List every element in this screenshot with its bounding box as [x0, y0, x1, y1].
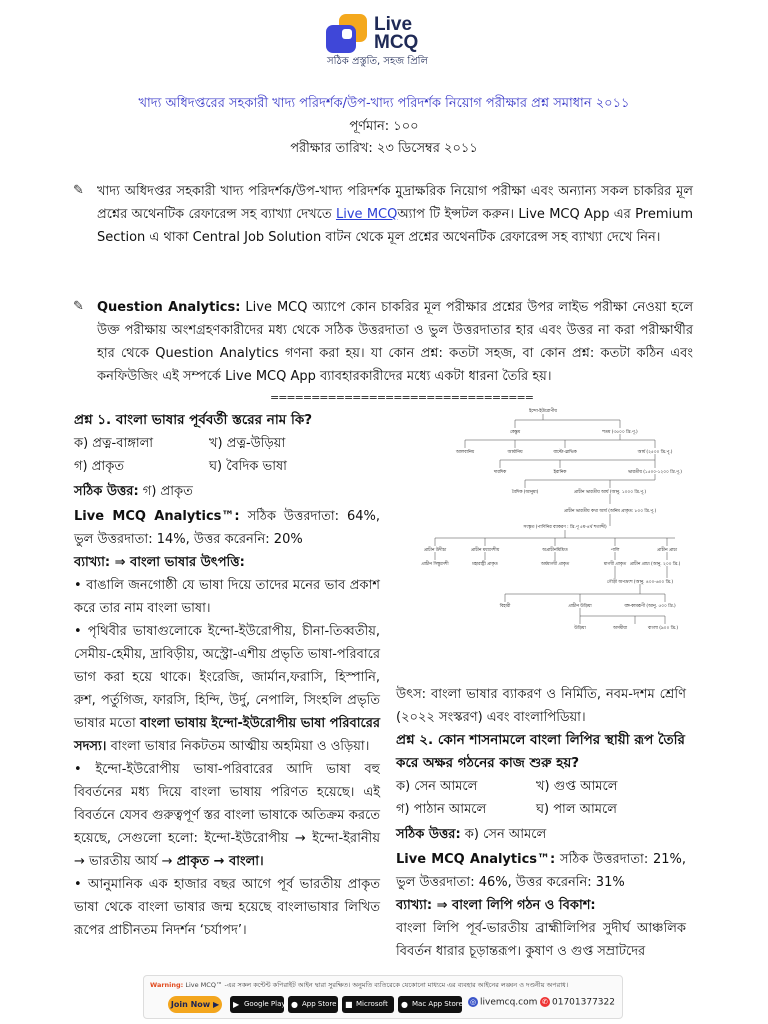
apple-icon: ● — [401, 1000, 408, 1009]
correct-answer: সঠিক উত্তর: ক) সেন আমলে — [396, 827, 547, 842]
live-mcq-link[interactable]: Live MCQ — [335, 207, 398, 222]
svg-text:প্রাচীন উড়িয়া: প্রাচীন উড়িয়া — [568, 604, 592, 609]
explanation-text: বাংলা লিপি পূর্ব-ভারতীয় ব্রাহ্মীলিপির সুদীর্ঘ আঞ্চলিক বিবর্তন ধারার চূড়ান্তরূপ। কুষাণ ও গুপ্ত সম্রাটদের — [396, 921, 686, 959]
explanation-bullet-2: • পৃথিবীর ভাষাগুলোকে ইন্দো-ইউরোপীয়, চীনা-তিব্বতীয়, সেমীয়-হেমীয়, দ্রাবিড়ীয়, অস্ট্রো-এশীয় প্রভৃতি ভাষা-পরিবারে ভাগ করা হয়ে থাকে। ইংরেজি, জার্মান,ফরাসি, হিস্পানি, রুশ, পর্তুগিজ, ফারসি, হিন্দি, উর্দু, নেপালি, সিংহলি প্রভৃতি ভাষার মতো বাংলা ভাষায় ইন্দো-ইউরোপীয় ভাষা পরিবারের সদস্য। বাংলা ভাষার নিকটতম আত্মীয় অহমিয়া ও ওড়িয়া। — [74, 624, 380, 754]
option-ga: গ) প্রাকৃত — [74, 459, 125, 474]
option-gha: ঘ) বৈদিক ভাষা — [209, 459, 287, 474]
windows-icon: ■ — [345, 1000, 353, 1009]
explanation-bullet-1: • বাঙালি জনগোষ্ঠী যে ভাষা দিয়ে তাদের মনের ভাব প্রকাশ করে তার নাম বাংলা ভাষা। — [74, 578, 380, 616]
website-link[interactable]: ◎ livemcq.com — [469, 997, 538, 1008]
svg-text:পালি: পালি — [610, 548, 620, 553]
svg-text:বাল্টো-স্লাভিক: বাল্টো-স্লাভিক — [553, 450, 577, 455]
question-1 — [74, 409, 380, 942]
option-ka: ক) সেন আমলে — [396, 779, 478, 794]
option-kha: খ) প্রত্ন-উড়িয়া — [209, 436, 286, 451]
svg-text:প্রাচীন প্রাচ্য (আনু. ২০০ খ্রি: প্রাচীন প্রাচ্য (আনু. ২০০ খ্রি.) — [629, 562, 681, 567]
phone-number[interactable]: ✆ 01701377322 — [540, 997, 615, 1008]
correct-answer: সঠিক উত্তর: গ) প্রাকৃত — [74, 484, 193, 499]
option-ga: গ) পাঠান আমলে — [396, 802, 487, 817]
svg-text:গৌড়ী অপভ্রংশ (আনু. ৪০০-৬০০ খ্: গৌড়ী অপভ্রংশ (আনু. ৪০০-৬০০ খ্রি.) — [606, 580, 674, 585]
question-1-title: প্রশ্ন ১. বাংলা ভাষার পূর্ববর্তী স্তরের নাম কি? — [74, 412, 313, 428]
explanation-title: ব্যাখ্যা: ⇒ বাংলা লিপি গঠন ও বিকাশ: — [396, 898, 596, 913]
svg-text:বিহারী: বিহারী — [499, 604, 511, 609]
explanation-title: ব্যাখ্যা: ⇒ বাংলা ভাষার উৎপত্তি: — [74, 555, 245, 570]
svg-text:প্রাচীন উদীচ্য: প্রাচীন উদীচ্য — [423, 548, 447, 553]
footer-banner — [143, 975, 623, 1019]
svg-text:আলবানিয়: আলবানিয় — [455, 450, 475, 455]
exam-date: পরীক্ষার তারিখ: ২৩ ডিসেম্বর ২০১১ — [290, 141, 478, 156]
svg-text:বাংলা (৯০০ খ্রি.): বাংলা (৯০০ খ্রি.) — [647, 626, 679, 631]
option-ka: ক) প্রত্ন-বাঙ্গালা — [74, 436, 154, 451]
logo-tagline: সঠিক প্রস্তুতি, সহজ প্রিলি — [327, 56, 428, 67]
analytics-stats: Live MCQ Analytics™: সঠিক উত্তরদাতা: 64%, ভুল উত্তরদাতা: 14%, উত্তর করেননি: 20% — [74, 509, 380, 547]
svg-text:শতম (৩৫০০ খ্রি.পূ.): শতম (৩৫০০ খ্রি.পূ.) — [602, 430, 638, 435]
svg-text:বঙ্গ-কামরূপী (আনু. ৫০০ খ্রি.): বঙ্গ-কামরূপী (আনু. ৫০০ খ্রি.) — [624, 604, 676, 609]
svg-text:বৈদিক (আনুমা): বৈদিক (আনুমা) — [511, 490, 539, 495]
svg-text:মাগধী প্রাকৃত: মাগধী প্রাকৃত — [603, 562, 627, 567]
svg-text:অর্ধমাগধী প্রাকৃত: অর্ধমাগধী প্রাকৃত — [540, 562, 570, 567]
svg-text:দারদিক: দারদিক — [493, 470, 507, 475]
explanation-bullet-4: • আনুমানিক এক হাজার বছর আগে পূর্ব ভারতীয় প্রাকৃত ভাষা থেকে বাংলা ভাষার জন্ম হয়েছে বাংলাভাষার লিখিত রূপের প্রাচীনতম নিদর্শন ‘চর্যাপদ’। — [74, 877, 380, 938]
logo-wordmark: Live MCQ — [374, 14, 419, 53]
svg-text:প্রাচীন প্রাচ্য: প্রাচীন প্রাচ্য — [657, 548, 677, 553]
app-store-badge[interactable]: ● App Store — [288, 996, 338, 1013]
full-marks: পূর্ণমান: ১০০ — [349, 119, 419, 134]
pen-bullet-icon: ✎ — [73, 299, 84, 314]
tree-root: ইন্দো-ইউরোপীয় — [529, 409, 557, 414]
svg-text:উড়িয়া: উড়িয়া — [574, 626, 586, 631]
svg-text:ভারতীয় (১৫০০-১২০০ খ্রি.পূ.): ভারতীয় (১৫০০-১২০০ খ্রি.পূ.) — [628, 470, 682, 475]
svg-text:মহারাষ্ট্রী প্রাকৃত: মহারাষ্ট্রী প্রাকৃত — [472, 562, 498, 567]
svg-text:আর্য (২৫০০ খ্রি.পূ.): আর্য (২৫০০ খ্রি.পূ.) — [637, 450, 673, 455]
join-now-button[interactable]: Join Now ▶ — [168, 996, 222, 1013]
language-family-tree-diagram — [405, 402, 680, 680]
phone-icon: ✆ — [540, 997, 550, 1007]
analytics-stats: Live MCQ Analytics™: সঠিক উত্তরদাতা: 21%, ভুল উত্তরদাতা: 46%, উত্তর করেননি: 31% — [396, 852, 686, 890]
document-title: খাদ্য অধিদপ্তরের সহকারী খাদ্য পরিদর্শক/উপ-খাদ্য পরিদর্শক নিয়োগ পরীক্ষার প্রশ্ন সমাধান ২০১১ — [138, 96, 630, 111]
pen-bullet-icon: ✎ — [73, 183, 84, 198]
svg-text:প্রাচীন মধ্যদেশীয়: প্রাচীন মধ্যদেশীয় — [470, 548, 500, 553]
svg-text:অসমীয়া: অসমীয়া — [613, 626, 627, 631]
google-play-badge[interactable]: ▶ Google Play — [230, 996, 284, 1013]
svg-text:অপ্রাচীনমিশ্রিত: অপ্রাচীনমিশ্রিত — [542, 548, 568, 553]
svg-text:আর্মানিয়: আর্মানিয় — [507, 450, 523, 455]
apple-icon: ● — [291, 1000, 298, 1009]
svg-text:সংস্কৃত (পাণিনির ব্যাকরণ : খ্র: সংস্কৃত (পাণিনির ব্যাকরণ : খ্রি.পূ ৫ম-৪র্থ শতাব্দী) — [523, 525, 607, 530]
play-icon: ▶ — [233, 1000, 240, 1009]
svg-text:ইরানিক: ইরানিক — [553, 470, 567, 475]
question-2-title: প্রশ্ন ২. কোন শাসনামলে বাংলা লিপির স্থায়ী রূপ তৈরি করে অক্ষর গঠনের কাজ শুরু হয়? — [396, 732, 685, 771]
svg-text:প্রাচীন সিন্ধুদেশী: প্রাচীন সিন্ধুদেশী — [421, 562, 449, 567]
source-citation: উৎস: বাংলা ভাষার ব্যাকরণ ও নির্মিতি, নবম-দশম শ্রেণি (২০২২ সংস্করণ) এবং বাংলাপিডিয়া। — [396, 687, 686, 725]
question-1-options — [74, 432, 380, 478]
svg-text:কেন্তুম: কেন্তুম — [509, 430, 521, 435]
explanation-bullet-3: • ইন্দো-ইউরোপীয় ভাষা-পরিবারের আদি ভাষা বহু বিবর্তনের মধ্য দিয়ে বাংলা ভাষায় পরিণত হয়েছে। এই বিবর্তনে যেসব গুরুত্বপূর্ণ স্তর বাংলা ভাষাকে অতিক্রম করতে হয়েছে, সেগুলো হলো: ইন্দো-ইউরোপীয় → ইন্দো-ইরানীয় → ভারতীয় আর্য → প্রাকৃত → বাংলা। — [74, 762, 380, 869]
logo-mark-icon — [326, 14, 370, 54]
svg-text:প্রাচীন ভারতীয় আর্য (আনু. ১০০: প্রাচীন ভারতীয় আর্য (আনু. ১০০০ খ্রি.পূ.) — [573, 490, 647, 495]
intro-paragraph: খাদ্য অধিদপ্তর সহকারী খাদ্য পরিদর্শক/উপ-খাদ্য পরিদর্শক মুদ্রাক্ষরিক নিয়োগ পরীক্ষা এবং অন্যান্য সকল চাকরির মূল প্রশ্নের অথেনটিক রেফারেন্স সহ ব্যাখ্যা দেখতে Live MCQঅ্যাপ টি ইন্সটল করুন। Live MCQ App এর Premium Section এ থাকা Central Job Solution বাটন থেকে মূল প্রশ্নের অথেনটিক রেফারেন্স সহ ব্যাখ্যা দেখে নিন। — [97, 184, 693, 245]
option-kha: খ) গুপ্ত আমলে — [536, 779, 618, 794]
live-mcq-logo — [326, 14, 451, 66]
option-gha: ঘ) পাল আমলে — [536, 802, 617, 817]
mac-app-store-badge[interactable]: ● Mac App Store — [398, 996, 462, 1013]
copyright-warning: Warning: Live MCQ™ -এর সকল কন্টেন্ট কপিরাইট আইন দ্বারা সুরক্ষিত। অনুমতি ব্যতিরেকে যেকোনো মাধ্যমে এর ব্যবহার আইনের লঙ্ঘন ও দণ্ডনীয় অপরাধ। — [150, 981, 569, 989]
microsoft-store-badge[interactable]: ■ Microsoft — [342, 996, 394, 1013]
question-2 — [396, 683, 686, 963]
svg-text:প্রাচীন ভারতীয় কথ্য আর্য (অনি: প্রাচীন ভারতীয় কথ্য আর্য (অনিম প্রাকৃত: ৮০০ খ্রি.পূ.) — [563, 509, 657, 514]
analytics-paragraph: Question Analytics: Live MCQ অ্যাপে কোন চাকরির মূল পরীক্ষার প্রশ্নের উপর লাইভ পরীক্ষা নেওয়া হলে উক্ত পরীক্ষায় অংশগ্রহণকারীদের মধ্য থেকে সঠিক উত্তরদাতা ও ভুল উত্তরদাতার হার এবং উত্তর না করা পরীক্ষার্থীর হার থেকে Question Analytics গণনা করা হয়। যা কোন প্রশ্ন: কতটা সহজ, বা কোন প্রশ্ন: কতটা কঠিন এবং কনফিউজিং এই সম্পর্কে Live MCQ App ব্যাবহারকারীদের মধ্যে একটা ধারনা তৈরি হয়। — [97, 300, 694, 384]
question-2-options — [396, 775, 686, 821]
section-divider: ================================ — [270, 391, 533, 404]
globe-icon: ◎ — [469, 998, 477, 1006]
